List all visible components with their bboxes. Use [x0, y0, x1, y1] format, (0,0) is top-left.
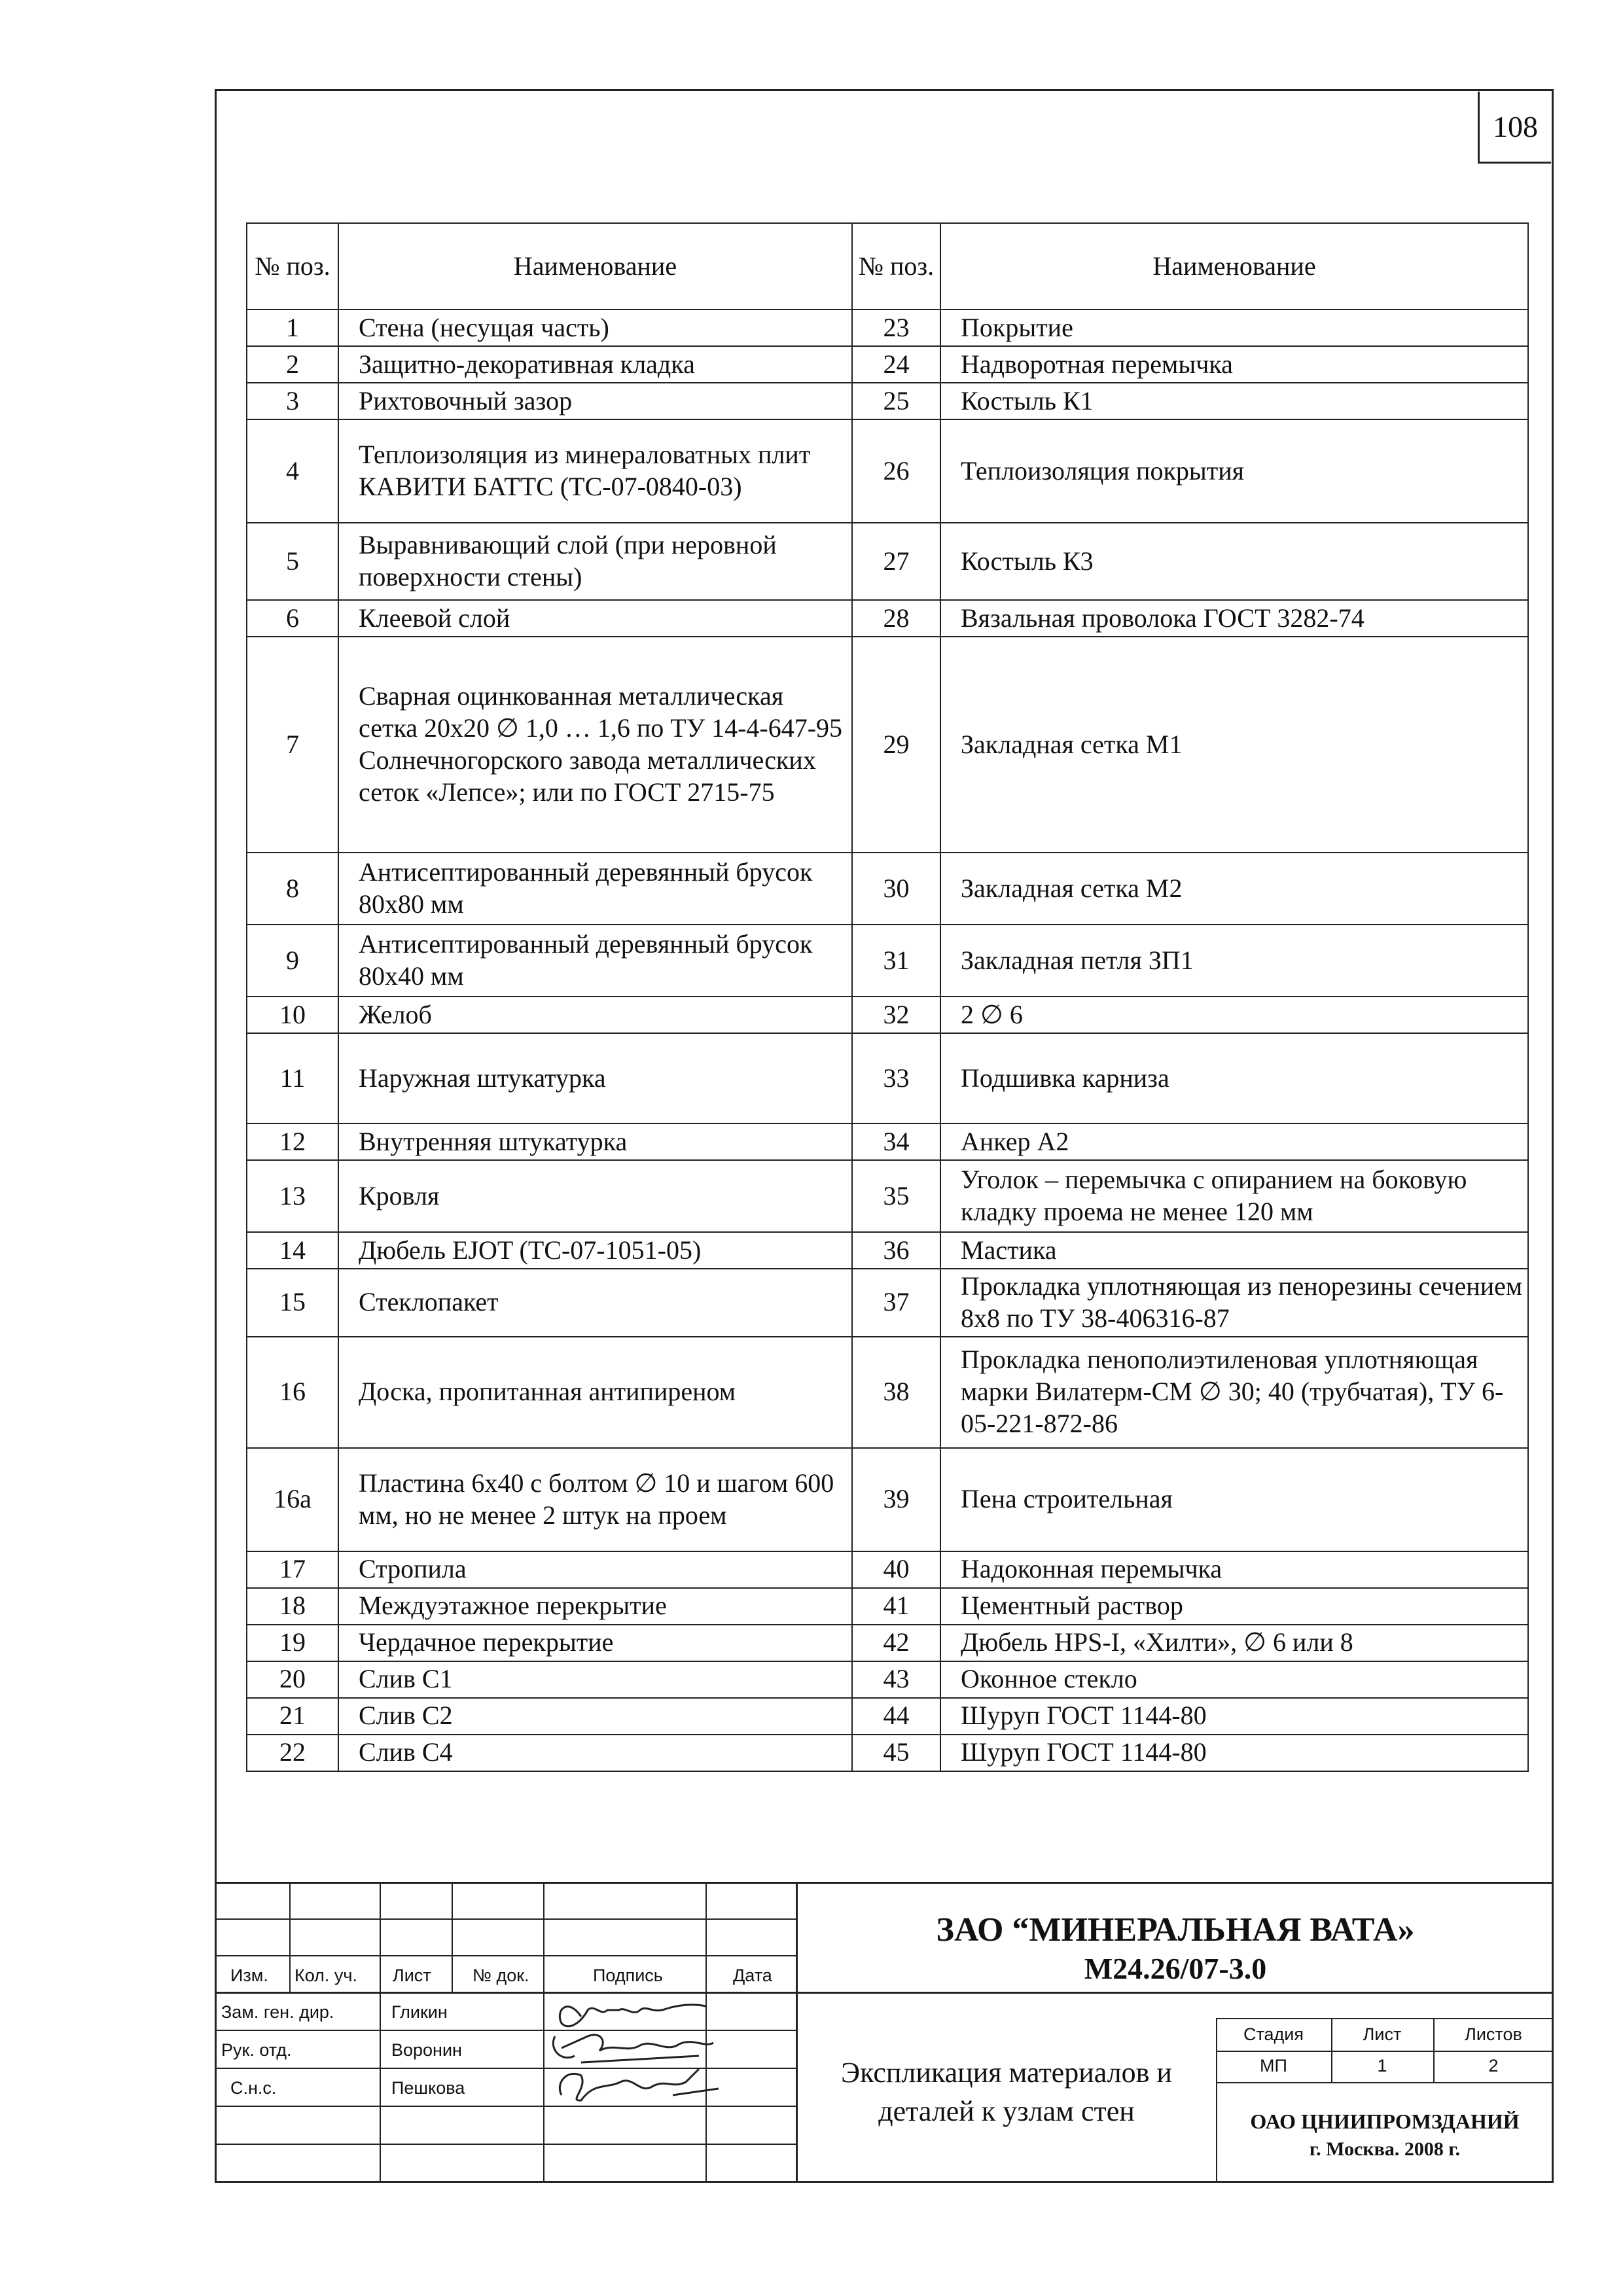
- col-list: Лист: [393, 1966, 431, 1985]
- cell-pos-left: 1: [247, 309, 338, 346]
- cell-pos-right: 29: [852, 637, 940, 853]
- cell-pos-right: 37: [852, 1269, 940, 1337]
- cell-pos-left: 15: [247, 1269, 338, 1337]
- cell-pos-right: 40: [852, 1551, 940, 1588]
- cell-name-left: Внутренняя штукатурка: [338, 1123, 852, 1160]
- cell-pos-right: 39: [852, 1448, 940, 1551]
- cell-pos-right: 41: [852, 1588, 940, 1625]
- header-name-right: Наименование: [940, 223, 1528, 309]
- cell-name-right: Вязальная проволока ГОСТ 3282-74: [940, 600, 1528, 637]
- cell-name-left: Слив С1: [338, 1661, 852, 1698]
- table-row: [247, 1232, 1528, 1269]
- table-row: [247, 1448, 1528, 1551]
- header-pos-right: № поз.: [852, 223, 940, 309]
- cell-name-left: Антисептированный деревянный брусок 80х80 мм: [338, 853, 852, 925]
- name-3: Пешкова: [391, 2078, 465, 2098]
- cell-name-right: Закладная петля ЗП1: [940, 925, 1528, 997]
- stage-value: МП: [1260, 2056, 1287, 2075]
- cell-name-right: Оконное стекло: [940, 1661, 1528, 1698]
- materials-table: [246, 222, 1529, 1772]
- cell-pos-left: 2: [247, 346, 338, 383]
- cell-pos-right: 42: [852, 1625, 940, 1661]
- cell-name-left: Сварная оцинкованная металлическая сетка 20х20 ∅ 1,0 … 1,6 по ТУ 14-4-647-95 Солнечногорского завода металлических сеток «Лепсе»; или по ГОСТ 2715-75: [338, 637, 852, 853]
- cell-name-left: Защитно-декоративная кладка: [338, 346, 852, 383]
- cell-name-left: Выравнивающий слой (при неровной поверхности стены): [338, 523, 852, 600]
- role-1: Зам. ген. дир.: [221, 2002, 334, 2022]
- cell-pos-left: 9: [247, 925, 338, 997]
- cell-pos-right: 24: [852, 346, 940, 383]
- cell-name-right: Анкер А2: [940, 1123, 1528, 1160]
- col-izm: Изм.: [230, 1966, 268, 1985]
- cell-pos-left: 22: [247, 1735, 338, 1771]
- cell-pos-right: 43: [852, 1661, 940, 1698]
- table-row: [247, 1123, 1528, 1160]
- table-row: [247, 523, 1528, 600]
- cell-pos-left: 11: [247, 1033, 338, 1123]
- city-year: г. Москва. 2008 г.: [1309, 2138, 1461, 2160]
- cell-name-left: Слив С4: [338, 1735, 852, 1771]
- cell-name-right: Теплоизоляция покрытия: [940, 419, 1528, 523]
- cell-name-right: Подшивка карниза: [940, 1033, 1528, 1123]
- cell-name-left: Чердачное перекрытие: [338, 1625, 852, 1661]
- cell-name-right: Прокладка уплотняющая из пенорезины сечением 8х8 по ТУ 38-406316-87: [940, 1269, 1528, 1337]
- cell-pos-left: 12: [247, 1123, 338, 1160]
- table-row: [247, 1033, 1528, 1123]
- cell-pos-left: 18: [247, 1588, 338, 1625]
- table-row: [247, 346, 1528, 383]
- table-row: [247, 1269, 1528, 1337]
- cell-name-right: Покрытие: [940, 309, 1528, 346]
- cell-name-right: 2 ∅ 6: [940, 997, 1528, 1033]
- table-row: [247, 1551, 1528, 1588]
- cell-name-left: Дюбель EJOT (ТС-07-1051-05): [338, 1232, 852, 1269]
- cell-name-right: Цементный раствор: [940, 1588, 1528, 1625]
- cell-name-left: Клеевой слой: [338, 600, 852, 637]
- sheets-value: 2: [1488, 2056, 1499, 2075]
- col-kol: Кол. уч.: [294, 1966, 357, 1985]
- cell-name-left: Стеклопакет: [338, 1269, 852, 1337]
- cell-name-left: Пластина 6х40 с болтом ∅ 10 и шагом 600 мм, но не менее 2 штук на проем: [338, 1448, 852, 1551]
- header-pos-left: № поз.: [247, 223, 338, 309]
- cell-pos-right: 34: [852, 1123, 940, 1160]
- organization-name: ОАО ЦНИИПРОМЗДАНИЙ: [1250, 2110, 1520, 2133]
- table-row: [247, 309, 1528, 346]
- table-row: [247, 1588, 1528, 1625]
- document-description: Экспликация материалов и деталей к узлам стен: [841, 2057, 1172, 2128]
- cell-name-right: Мастика: [940, 1232, 1528, 1269]
- cell-pos-left: 19: [247, 1625, 338, 1661]
- table-header-row: [247, 223, 1528, 309]
- cell-name-left: Междуэтажное перекрытие: [338, 1588, 852, 1625]
- name-2: Воронин: [391, 2040, 462, 2060]
- sheets-header: Листов: [1465, 2024, 1522, 2044]
- cell-pos-left: 17: [247, 1551, 338, 1588]
- cell-name-right: Надворотная перемычка: [940, 346, 1528, 383]
- cell-name-right: Пена строительная: [940, 1448, 1528, 1551]
- cell-name-left: Стропила: [338, 1551, 852, 1588]
- cell-pos-left: 16: [247, 1337, 338, 1448]
- cell-name-left: Рихтовочный зазор: [338, 383, 852, 419]
- cell-name-left: Теплоизоляция из минераловатных плит КАВИТИ БАТТС (ТС-07-0840-03): [338, 419, 852, 523]
- cell-pos-right: 31: [852, 925, 940, 997]
- col-ndoc: № док.: [473, 1966, 529, 1985]
- cell-name-right: Костыль К1: [940, 383, 1528, 419]
- cell-name-right: Закладная сетка М1: [940, 637, 1528, 853]
- cell-pos-right: 25: [852, 383, 940, 419]
- cell-pos-left: 21: [247, 1698, 338, 1735]
- table-row: [247, 383, 1528, 419]
- stage-header: Стадия: [1243, 2024, 1304, 2044]
- table-row: [247, 1337, 1528, 1448]
- cell-name-right: Костыль К3: [940, 523, 1528, 600]
- cell-pos-left: 13: [247, 1160, 338, 1232]
- company-name: ЗАО “МИНЕРАЛЬНАЯ ВАТА»: [936, 1911, 1415, 1949]
- name-1: Гликин: [391, 2002, 448, 2022]
- table-row: [247, 1735, 1528, 1771]
- cell-pos-right: 38: [852, 1337, 940, 1448]
- cell-pos-right: 27: [852, 523, 940, 600]
- cell-pos-left: 3: [247, 383, 338, 419]
- col-podpis: Подпись: [593, 1966, 663, 1985]
- cell-name-right: Надоконная перемычка: [940, 1551, 1528, 1588]
- cell-pos-left: 6: [247, 600, 338, 637]
- title-block: [215, 1882, 1554, 2183]
- cell-pos-right: 35: [852, 1160, 940, 1232]
- role-3: С.н.с.: [230, 2078, 277, 2098]
- sheet-header: Лист: [1363, 2024, 1402, 2044]
- cell-pos-left: 20: [247, 1661, 338, 1698]
- table-row: [247, 1698, 1528, 1735]
- cell-name-right: Прокладка пенополиэтиленовая уплотняющая марки Вилатерм-СМ ∅ 30; 40 (трубчатая), ТУ 6-05-221-872-86: [940, 1337, 1528, 1448]
- table-row: [247, 1625, 1528, 1661]
- cell-name-left: Слив С2: [338, 1698, 852, 1735]
- table-row: [247, 600, 1528, 637]
- cell-pos-left: 7: [247, 637, 338, 853]
- role-2: Рук. отд.: [221, 2040, 292, 2060]
- cell-pos-left: 16а: [247, 1448, 338, 1551]
- cell-pos-right: 44: [852, 1698, 940, 1735]
- table-row: [247, 1160, 1528, 1232]
- table-row: [247, 419, 1528, 523]
- cell-pos-right: 23: [852, 309, 940, 346]
- cell-pos-right: 30: [852, 853, 940, 925]
- table-row: [247, 853, 1528, 925]
- cell-pos-right: 36: [852, 1232, 940, 1269]
- cell-pos-left: 4: [247, 419, 338, 523]
- cell-pos-left: 14: [247, 1232, 338, 1269]
- cell-name-right: Шуруп ГОСТ 1144-80: [940, 1698, 1528, 1735]
- cell-pos-right: 28: [852, 600, 940, 637]
- cell-pos-left: 5: [247, 523, 338, 600]
- cell-pos-left: 10: [247, 997, 338, 1033]
- table-row: [247, 925, 1528, 997]
- handwritten-signatures: [542, 1990, 725, 2115]
- table-row: [247, 637, 1528, 853]
- document-code: М24.26/07-3.0: [1084, 1952, 1267, 1985]
- cell-name-right: Уголок – перемычка с опиранием на боковую кладку проема не менее 120 мм: [940, 1160, 1528, 1232]
- table-row: [247, 997, 1528, 1033]
- cell-name-left: Доска, пропитанная антипиреном: [338, 1337, 852, 1448]
- col-data: Дата: [733, 1966, 772, 1985]
- table-row: [247, 1661, 1528, 1698]
- cell-pos-right: 33: [852, 1033, 940, 1123]
- cell-pos-left: 8: [247, 853, 338, 925]
- sheet-value: 1: [1377, 2056, 1387, 2075]
- cell-pos-right: 45: [852, 1735, 940, 1771]
- cell-name-right: Закладная сетка М2: [940, 853, 1528, 925]
- cell-name-left: Наружная штукатурка: [338, 1033, 852, 1123]
- header-name-left: Наименование: [338, 223, 852, 309]
- page-number: 108: [1478, 92, 1551, 164]
- cell-pos-right: 32: [852, 997, 940, 1033]
- cell-name-left: Кровля: [338, 1160, 852, 1232]
- cell-pos-right: 26: [852, 419, 940, 523]
- cell-name-left: Желоб: [338, 997, 852, 1033]
- cell-name-left: Стена (несущая часть): [338, 309, 852, 346]
- cell-name-right: Дюбель HPS-I, «Хилти», ∅ 6 или 8: [940, 1625, 1528, 1661]
- cell-name-left: Антисептированный деревянный брусок 80х40 мм: [338, 925, 852, 997]
- cell-name-right: Шуруп ГОСТ 1144-80: [940, 1735, 1528, 1771]
